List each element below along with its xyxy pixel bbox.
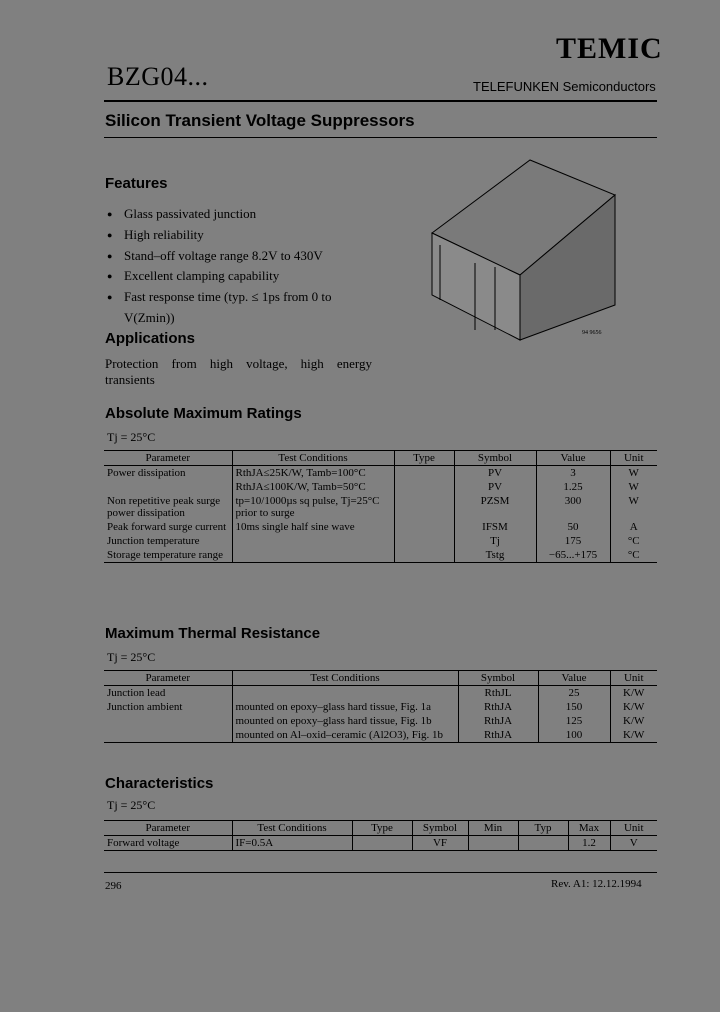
list-item: ● Glass passivated junction — [107, 204, 377, 225]
column-header: Typ — [518, 821, 568, 836]
table-row: mounted on Al–oxid–ceramic (Al2O3), Fig. 1b RthJA 100 K/W — [104, 728, 657, 743]
thermal-table — [104, 670, 657, 743]
page-title: Silicon Transient Voltage Suppressors — [105, 111, 415, 130]
table-row: mounted on epoxy–glass hard tissue, Fig. 1b RthJA 125 K/W — [104, 714, 657, 728]
table-row: Power dissipation RthJA≤25K/W, Tamb=100°C PV 3 W — [104, 466, 657, 481]
thermal-condition: Tj = 25°C — [107, 650, 156, 664]
table-row: Storage temperature range Tstg −65...+175 °C — [104, 548, 657, 563]
column-header: Symbol — [458, 671, 538, 686]
table-row: RthJA≤100K/W, Tamb=50°C PV 1.25 W — [104, 480, 657, 494]
applications-text: Protection from high voltage, high energy transients — [105, 356, 372, 387]
applications-heading: Applications — [105, 330, 196, 347]
figure-label: 94 9656 — [582, 330, 602, 336]
column-header: Type — [394, 451, 454, 466]
column-header: Value — [538, 671, 610, 686]
characteristics-heading: Characteristics — [105, 775, 214, 792]
table-row: Junction temperature Tj 175 °C — [104, 534, 657, 548]
characteristics-condition: Tj = 25°C — [107, 798, 156, 812]
part-number: BZG04... — [107, 62, 209, 91]
column-header: Test Conditions — [232, 671, 458, 686]
temic-logo: TEMIC — [556, 32, 663, 65]
header-divider — [104, 100, 657, 102]
abs-max-condition: Tj = 25°C — [107, 430, 156, 444]
table-row: Junction ambient mounted on epoxy–glass hard tissue, Fig. 1a RthJA 150 K/W — [104, 700, 657, 714]
column-header: Unit — [610, 671, 657, 686]
company-name: TELEFUNKEN Semiconductors — [473, 79, 656, 94]
list-item: ● High reliability — [107, 225, 377, 246]
thermal-heading: Maximum Thermal Resistance — [105, 625, 321, 642]
features-list — [107, 204, 377, 329]
column-header: Type — [352, 821, 412, 836]
table-row: Junction lead RthJL 25 K/W — [104, 686, 657, 701]
column-header: Test Conditions — [232, 821, 352, 836]
column-header: Parameter — [104, 821, 232, 836]
list-item: ● Fast response time (typ. ≤ 1ps from 0 to V(Zmin)) — [107, 287, 377, 329]
column-header: Symbol — [412, 821, 468, 836]
abs-max-table — [104, 450, 657, 563]
list-item: ● Excellent clamping capability — [107, 266, 377, 287]
abs-max-heading: Absolute Maximum Ratings — [105, 405, 302, 422]
column-header: Symbol — [454, 451, 536, 466]
column-header: Max — [568, 821, 610, 836]
footer-divider — [104, 872, 657, 873]
column-header: Unit — [610, 451, 657, 466]
table-row: Peak forward surge current 10ms single half sine wave IFSM 50 A — [104, 520, 657, 534]
characteristics-table — [104, 820, 657, 851]
features-heading: Features — [105, 175, 168, 192]
column-header: Unit — [610, 821, 657, 836]
list-item: ● Stand–off voltage range 8.2V to 430V — [107, 246, 377, 267]
column-header: Min — [468, 821, 518, 836]
page-number: 296 — [105, 880, 122, 892]
diode-package-illustration — [420, 155, 620, 345]
column-header: Parameter — [104, 671, 232, 686]
table-row: Non repetitive peak surge power dissipation tp=10/1000µs sq pulse, Tj=25°C prior to surge PZSM 300 W — [104, 494, 657, 520]
column-header: Parameter — [104, 451, 232, 466]
revision: Rev. A1: 12.12.1994 — [551, 878, 642, 890]
column-header: Value — [536, 451, 610, 466]
column-header: Test Conditions — [232, 451, 394, 466]
title-divider — [104, 137, 657, 138]
table-row: Forward voltage IF=0.5A VF 1.2 V — [104, 836, 657, 851]
